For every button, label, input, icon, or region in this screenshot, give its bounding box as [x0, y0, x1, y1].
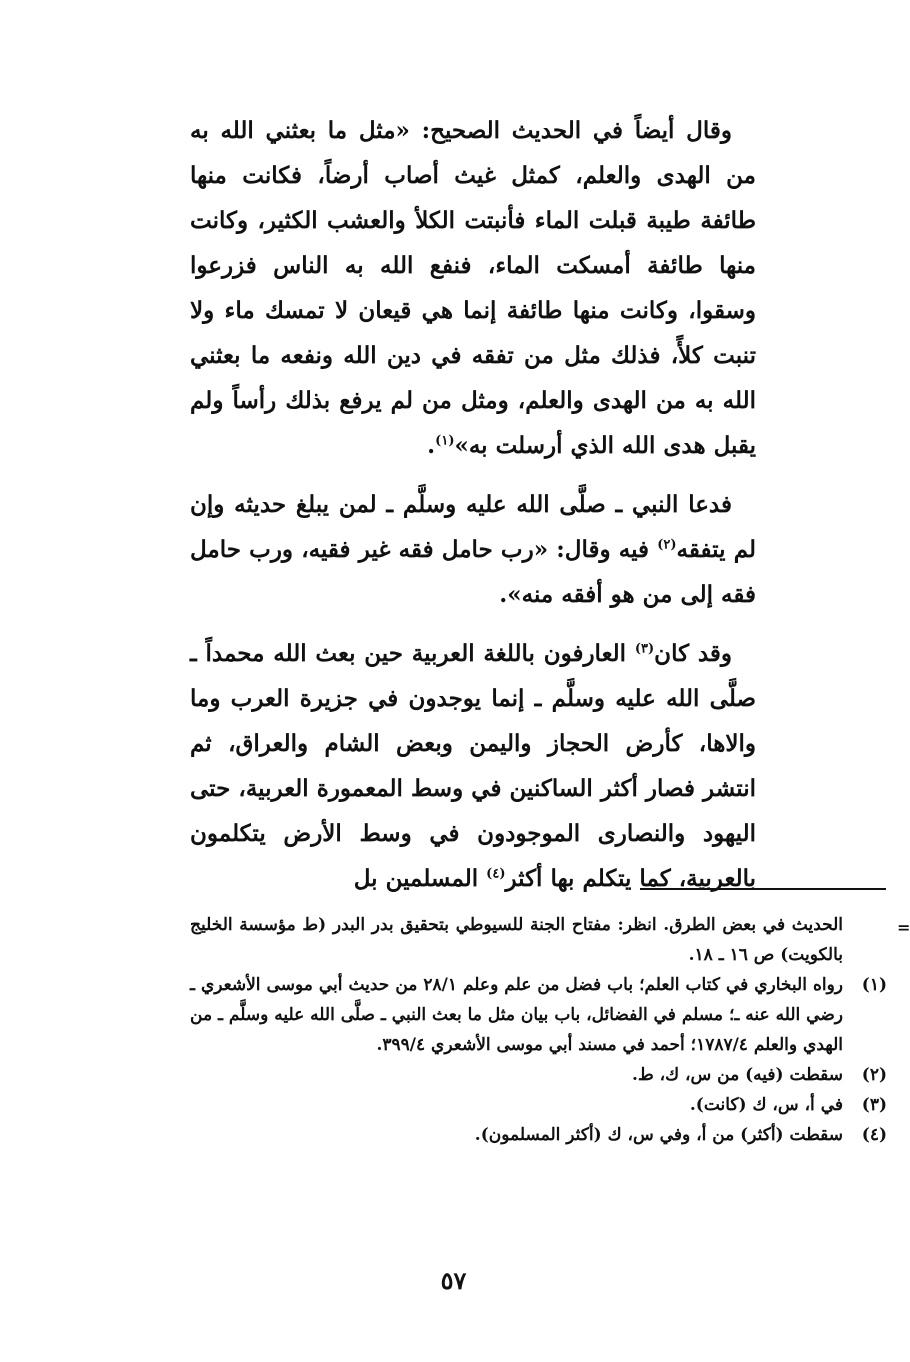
main-text [190, 108, 756, 901]
footnote-text: سقطت (فيه) من س، ك، ط. [632, 1065, 843, 1085]
footnote-1 [190, 970, 887, 1060]
footnote-text: سقطت (أكثر) من أ، وفي س، ك (أكثر المسلمون). [474, 1125, 843, 1145]
footnote-continuation: الحديث في بعض الطرق. انظر: مفتاح الجنة للسيوطي بتحقيق بدر البدر (ط مؤسسة الخليج بالكويت) ص ١٦ ـ ١٨. [190, 915, 843, 965]
paragraph-1 [190, 108, 756, 468]
footnote-4 [190, 1120, 887, 1150]
footnote-number: (٣) [861, 1095, 887, 1115]
paragraph-3 [190, 631, 756, 901]
paragraph-3-text-c: المسلمين بل [353, 865, 487, 892]
paragraph-2 [190, 482, 756, 617]
paragraph-3-text-b: العارفون باللغة العربية حين بعث الله محمداً ـ صلَّى الله عليه وسلَّم ـ إنما يوجدون في جزيرة العرب وما والاها، كأرض الحجاز واليمن وبعض الشام والعراق، ثم انتشر فصار أكثر الساكنين في وسط المعمورة العربية، حتى اليهود والنصارى الموجودون في وسط الأرض يتكلمون بالعربية، كما يتكلم بها أكثر [190, 640, 756, 892]
footnote-text: رواه البخاري في كتاب العلم؛ باب فضل من علم وعلم ٢٨/١ من حديث أبي موسى الأشعري ـ رضي الله عنه ـ؛ مسلم في الفضائل، باب بيان مثل ما بعث النبي ـ صلَّى الله عليه وسلَّم ـ من الهدي والعلم ١٧٨٧/٤؛ أحمد في مسند أبي موسى الأشعري ٣٩٩/٤. [190, 975, 843, 1055]
footnote-ref-1: (١) [435, 433, 455, 449]
footnote-separator [640, 888, 886, 890]
footnote-number: (٢) [861, 1065, 887, 1085]
footnote-text: في أ، س، ك (كانت). [689, 1095, 843, 1115]
footnote-2 [190, 1060, 887, 1090]
paragraph-3-text-a: وقد كان [654, 640, 732, 667]
footnote-3 [190, 1090, 887, 1120]
paragraph-1-end: . [427, 432, 436, 459]
paragraph-2-text-b: فيه وقال: «رب حامل فقه غير فقيه، ورب حامل فقه إلى من هو أفقه منه». [190, 536, 756, 608]
footnote-number: (٤) [861, 1125, 887, 1145]
footnote-ref-3: (٣) [634, 641, 655, 657]
footnotes [190, 910, 887, 1150]
footnote-number: (١) [861, 975, 887, 995]
margin-continuation-mark: = [897, 918, 910, 937]
paragraph-2-text-a: فدعا النبي ـ صلَّى الله عليه وسلَّم ـ لمن يبلغ حديثه وإن لم يتفقه [190, 491, 757, 563]
paragraph-1-text: وقال أيضاً في الحديث الصحيح: «مثل ما بعثني الله به من الهدى والعلم، كمثل غيث أصاب أرضاً، فكانت منها طائفة طيبة قبلت الماء فأنبتت الكلأ والعشب الكثير، وكانت منها طائفة أمسكت الماء، فنفع الله به الناس فزرعوا وسقوا، وكانت منها طائفة إنما هي قيعان لا تمسك ماء ولا تنبت كلأً، فذلك مثل من تفقه في دين الله ونفعه ما بعثني الله به من الهدى والعلم، ومثل من لم يرفع بذلك رأساً ولم يقبل هدى الله الذي أرسلت به» [190, 117, 756, 459]
footnote-ref-2: (٢) [657, 537, 677, 553]
page-number: ٥٧ [440, 1266, 467, 1295]
footnote-ref-4: (٤) [486, 866, 506, 882]
